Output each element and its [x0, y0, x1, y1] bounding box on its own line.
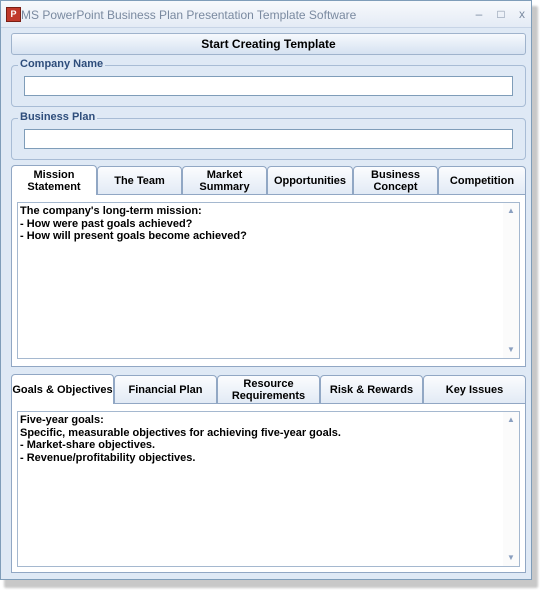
tab-label: Financial Plan: [128, 383, 203, 396]
tab-goals-objectives[interactable]: [11, 374, 114, 404]
bottom-tab-panel: [11, 403, 526, 573]
goals-objectives-textarea[interactable]: [17, 411, 520, 567]
vertical-scrollbar[interactable]: [503, 412, 519, 566]
powerpoint-app-icon: P: [6, 7, 21, 22]
tab-market-summary[interactable]: [182, 166, 267, 194]
start-creating-template-button[interactable]: Start Creating Template: [11, 33, 526, 55]
tab-label: Competition: [449, 174, 515, 187]
scroll-up-icon[interactable]: ▲: [507, 206, 515, 215]
company-name-input[interactable]: [24, 76, 513, 96]
tab-label: Key Issues: [445, 383, 504, 396]
mission-statement-textarea[interactable]: [17, 202, 520, 359]
tab-label: The Team: [114, 174, 165, 187]
tab-resource-requirements[interactable]: [217, 375, 320, 403]
tab-opportunities[interactable]: [267, 166, 353, 194]
window-title: MS PowerPoint Business Plan Presentation Template Software: [21, 8, 357, 22]
tab-competition[interactable]: [438, 166, 526, 194]
tab-label: Goals & Objectives: [12, 383, 113, 396]
business-plan-label: Business Plan: [20, 111, 96, 123]
close-icon[interactable]: x: [519, 7, 525, 21]
tab-label: Market Summary: [199, 168, 250, 193]
tab-label: Mission Statement: [27, 168, 81, 193]
tab-business-concept[interactable]: [353, 166, 438, 194]
company-name-group: [11, 58, 526, 107]
scroll-up-icon[interactable]: ▲: [507, 415, 515, 424]
scroll-down-icon[interactable]: ▼: [507, 553, 515, 562]
tab-label: Business Concept: [371, 168, 420, 193]
tab-financial-plan[interactable]: [114, 375, 217, 403]
tab-label: Opportunities: [273, 174, 347, 187]
business-plan-input[interactable]: [24, 129, 513, 149]
minimize-icon[interactable]: –: [475, 7, 483, 21]
maximize-icon[interactable]: □: [497, 7, 505, 21]
tab-the-team[interactable]: [97, 166, 182, 194]
top-tab-strip: [11, 166, 526, 194]
bottom-tab-strip: [11, 375, 526, 403]
scroll-down-icon[interactable]: ▼: [507, 345, 515, 354]
company-name-label: Company Name: [20, 58, 104, 70]
tab-mission-statement[interactable]: [11, 165, 97, 195]
title-bar[interactable]: [1, 1, 531, 28]
goals-objectives-text: Five-year goals: Specific, measurable objectives for achieving five-year goals. - Market-share objectives. - Revenue/profitability objectives.: [20, 414, 341, 464]
tab-key-issues[interactable]: [423, 375, 526, 403]
business-plan-group: [11, 111, 526, 160]
tab-risk-rewards[interactable]: [320, 375, 423, 403]
vertical-scrollbar[interactable]: [503, 203, 519, 358]
mission-statement-text: The company's long-term mission: - How were past goals achieved? - How will present goals become achieved?: [20, 205, 247, 242]
top-tab-panel: [11, 194, 526, 367]
tab-label: Resource Requirements: [231, 377, 306, 402]
tab-label: Risk & Rewards: [329, 383, 414, 396]
